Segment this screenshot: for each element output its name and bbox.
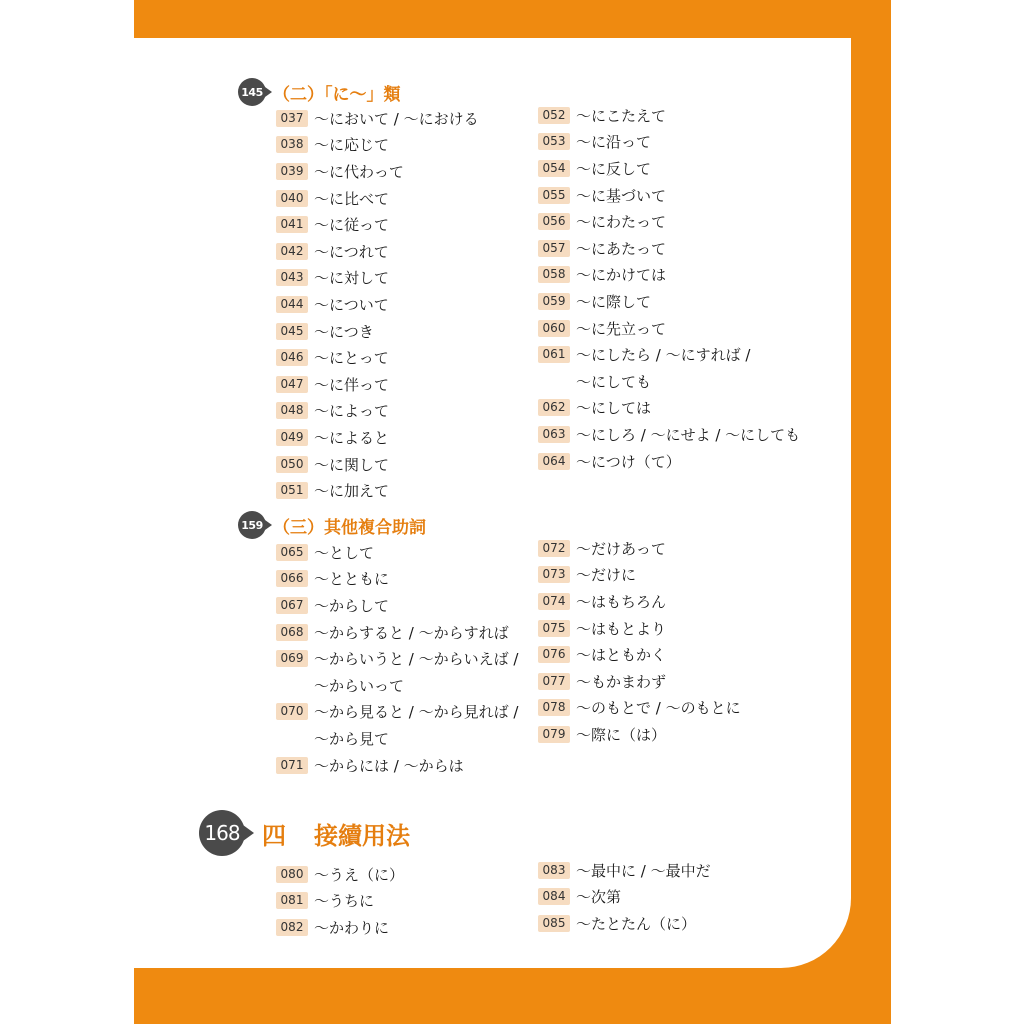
list-item [538,641,741,668]
item-number: 061 [538,346,570,363]
list-left [276,105,479,504]
item-number: 049 [276,429,308,446]
chapter-name: 接續用法 [314,821,410,850]
item-number: 059 [538,293,570,310]
item-number: 052 [538,107,570,124]
item-text: 〜にあたって [576,239,667,258]
section-header-ni [238,78,401,106]
item-text: 〜に先立って [576,319,667,338]
chapter-header-connection [199,810,410,856]
page-number: 159 [238,511,266,539]
item-text: 〜からには / 〜からは [314,756,464,775]
item-number: 081 [276,892,308,909]
page-number: 145 [238,78,266,106]
item-number: 053 [538,133,570,150]
item-number: 057 [538,240,570,257]
item-number: 048 [276,402,308,419]
item-text: 〜最中に / 〜最中だ [576,861,711,880]
list-left [276,539,518,778]
list-item [276,725,518,752]
item-number: 067 [276,597,308,614]
item-text: 〜によって [314,402,390,421]
item-number: 038 [276,136,308,153]
list-item [276,132,479,159]
list-item [276,105,479,132]
item-text: 〜から見ると / 〜から見れば / [314,703,519,722]
page-badge [238,511,272,539]
list-item [538,615,741,642]
list-right [538,102,800,474]
list-item [538,129,800,156]
list-item [276,451,479,478]
page-badge [238,78,272,106]
item-number: 054 [538,160,570,177]
item-number: 075 [538,620,570,637]
list-item [276,539,518,566]
arrow-icon [265,520,272,530]
chapter-title [262,816,410,851]
item-text: 〜際に（は） [576,725,667,744]
list-item [276,752,518,779]
item-text: 〜もかまわず [576,672,667,691]
item-number: 062 [538,399,570,416]
item-text: 〜に応じて [314,136,390,155]
item-number: 082 [276,919,308,936]
arrow-icon [243,825,254,841]
item-number: 076 [538,646,570,663]
item-number: 040 [276,190,308,207]
item-text: 〜にかけては [576,266,667,285]
item-text: 〜として [314,543,375,562]
list-item [538,535,741,562]
item-number: 050 [276,456,308,473]
list-item [538,695,741,722]
item-text: 〜たとたん（に） [576,914,697,933]
list-item [276,398,479,425]
item-number: 044 [276,296,308,313]
item-text: 〜に従って [314,216,390,235]
list-item [276,914,404,941]
item-number: 058 [538,266,570,283]
item-text: 〜だけに [576,566,637,585]
item-text: 〜に比べて [314,189,390,208]
section-title: （三）其他複合助詞 [273,517,426,538]
list-item [276,424,479,451]
item-text: 〜かわりに [314,918,390,937]
section-header-other [238,511,426,539]
list-right [538,857,711,937]
list-item [538,857,711,884]
item-number: 064 [538,453,570,470]
item-text: 〜からいって [314,676,405,695]
list-item [276,888,404,915]
item-text: 〜につれて [314,242,389,261]
list-item [276,477,479,504]
list-right [538,535,741,748]
section-title: （二）「に〜」類 [273,84,401,105]
list-item [538,668,741,695]
item-number: 047 [276,376,308,393]
item-text: 〜だけあって [576,539,666,558]
item-text: 〜うえ（に） [314,865,405,884]
item-number: 041 [276,216,308,233]
item-number: 046 [276,349,308,366]
item-number: 084 [538,888,570,905]
item-number: 078 [538,699,570,716]
list-item [276,185,479,212]
item-number: 070 [276,703,308,720]
list-item [538,341,800,368]
list-item [538,448,800,475]
list-item [276,566,518,593]
item-text: 〜にこたえて [576,106,667,125]
list-item [538,884,711,911]
item-number: 056 [538,213,570,230]
item-text: 〜にわたって [576,213,667,232]
list-item [538,235,800,262]
item-text: 〜からして [314,596,390,615]
item-number: 060 [538,320,570,337]
list-item [538,910,711,937]
arrow-icon [265,87,272,97]
item-number: 085 [538,915,570,932]
item-text: 〜において / 〜における [314,109,479,128]
item-text: 〜うちに [314,892,375,911]
item-number: 072 [538,540,570,557]
item-number: 051 [276,482,308,499]
list-item [276,699,518,726]
list-item [276,619,518,646]
list-item [276,265,479,292]
item-text: 〜にしては [576,399,652,418]
item-number: 037 [276,110,308,127]
item-text: 〜にしろ / 〜にせよ / 〜にしても [576,425,801,444]
item-text: 〜からいうと / 〜からいえば / [314,650,519,669]
item-text: 〜にしたら / 〜にすれば / [576,346,751,365]
list-item [276,672,518,699]
item-text: 〜にしても [576,372,652,391]
list-item [276,371,479,398]
item-number: 043 [276,269,308,286]
item-text: 〜に対して [314,269,390,288]
page-badge [199,810,254,856]
chapter-number: 四 [262,821,286,850]
item-text: 〜に基づいて [576,186,667,205]
item-text: 〜から見て [314,729,390,748]
list-item [538,182,800,209]
list-item [538,588,741,615]
item-text: 〜に関して [314,455,390,474]
list-item [538,315,800,342]
item-number: 066 [276,570,308,587]
item-number: 055 [538,187,570,204]
item-text: 〜に反して [576,159,652,178]
item-number: 080 [276,866,308,883]
list-item [538,208,800,235]
item-number: 074 [538,593,570,610]
item-number: 083 [538,862,570,879]
item-text: 〜からすると / 〜からすれば [314,623,509,642]
list-item [538,395,800,422]
item-text: 〜に代わって [314,162,404,181]
list-item [538,421,800,448]
item-text: 〜に沿って [576,133,652,152]
list-item [538,288,800,315]
item-number: 077 [538,673,570,690]
item-text: 〜とともに [314,570,390,589]
item-text: 〜に加えて [314,482,390,501]
item-text: 〜のもとで / 〜のもとに [576,699,741,718]
list-item [276,291,479,318]
item-text: 〜に際して [576,292,652,311]
item-number: 042 [276,243,308,260]
item-number: 069 [276,650,308,667]
item-text: 〜はもとより [576,619,667,638]
item-text: 〜にとって [314,349,389,368]
list-item [538,155,800,182]
list-item [538,721,741,748]
list-item [276,238,479,265]
item-text: 〜次第 [576,888,622,907]
item-text: 〜はもちろん [576,592,667,611]
item-text: 〜はともかく [576,646,667,665]
list-item [276,211,479,238]
list-item [276,861,404,888]
item-number: 068 [276,624,308,641]
item-number: 079 [538,726,570,743]
item-number: 063 [538,426,570,443]
item-text: 〜につけ（て） [576,452,681,471]
list-item [276,318,479,345]
list-item [538,562,741,589]
list-item [538,368,800,395]
list-item [276,158,479,185]
item-number: 065 [276,544,308,561]
list-item [276,645,518,672]
item-text: 〜に伴って [314,375,390,394]
item-text: 〜について [314,295,389,314]
page-number: 168 [199,810,245,856]
list-item [276,344,479,371]
item-text: 〜につき [314,322,374,341]
list-item [276,592,518,619]
item-number: 071 [276,757,308,774]
list-left [276,861,404,941]
item-number: 045 [276,323,308,340]
item-number: 073 [538,566,570,583]
item-text: 〜によると [314,428,390,447]
list-item [538,262,800,289]
list-item [538,102,800,129]
item-number: 039 [276,163,308,180]
